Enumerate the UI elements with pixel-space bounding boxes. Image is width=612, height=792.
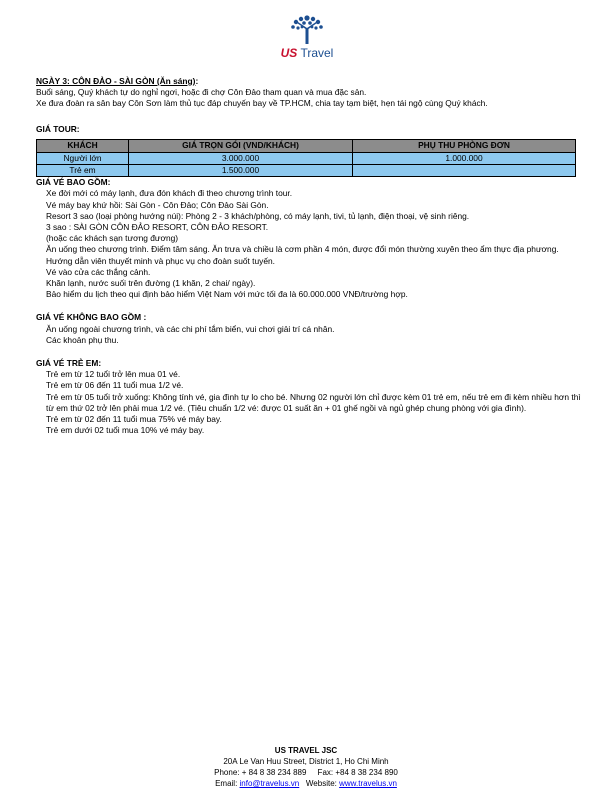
day3-line-1: Buổi sáng, Quý khách tự do nghỉ ngơi, hoặc đi chợ Côn Đảo tham quan và mua đặc sản. <box>36 87 367 98</box>
email-link[interactable]: info@travelus.vn <box>239 779 300 788</box>
child-item: Trẻ em từ 02 đến 11 tuổi mua 75% vé máy bay. <box>46 414 222 425</box>
included-item: Xe đời mới có máy lạnh, đưa đón khách đi theo chương trình tour. <box>46 188 293 199</box>
included-item: Vé vào cửa các thắng cảnh. <box>46 266 151 277</box>
child-item: Trẻ em từ 12 tuổi trở lên mua 01 vé. <box>46 369 181 380</box>
price-table <box>36 139 576 177</box>
footer-phone: Phone: + 84 8 38 234 889 Fax: +84 8 38 234 890 <box>214 768 398 777</box>
excluded-heading: GIÁ VÉ KHÔNG BAO GỒM : <box>36 312 147 323</box>
day3-title: NGÀY 3: CÔN ĐẢO - SÀI GÒN (Ăn sáng) <box>36 76 196 86</box>
price-table-header <box>37 139 576 152</box>
child-item: Trẻ em từ 05 tuổi trở xuống: Không tính vé, gia đình tự lo cho bé. Nhưng 02 người lớn chỉ được kèm 01 trẻ em, nếu trẻ em đi kèm nhiều hơn thì từ em thứ 02 trở lên phải mua 1/2 vé. (Tiêu chuẩn 1/2 vé: được 01 suất ăn + 01 ghế ngồi và ngủ ghép chung phòng với gia đình). <box>46 391 581 413</box>
brand-name <box>279 47 335 59</box>
table-row <box>37 165 576 177</box>
excluded-item: Các khoản phụ thu. <box>46 334 119 345</box>
price-heading: GIÁ TOUR: <box>36 123 80 134</box>
excluded-item: Ăn uống ngoài chương trình, và các chi phí tắm biển, vui chơi giải trí cá nhân. <box>46 323 335 334</box>
included-item: Vé máy bay khứ hồi: Sài Gòn - Côn Đảo; Côn Đảo Sài Gòn. <box>46 199 269 210</box>
table-cell <box>353 165 576 177</box>
price-header-package: GIÁ TRỌN GÓI (VND/KHÁCH) <box>129 139 353 152</box>
table-cell: Trẻ em <box>37 165 129 177</box>
footer-address: 20A Le Van Huu Street, District 1, Ho Chi Minh <box>223 757 389 766</box>
price-header-single-supplement: PHỤ THU PHÒNG ĐƠN <box>353 139 576 152</box>
footer-contact <box>0 778 612 789</box>
day3-line-2: Xe đưa đoàn ra sân bay Côn Sơn làm thủ tục đáp chuyến bay về TP.HCM, chia tay tạm biệt, hẹn tái ngộ cùng Quý khách. <box>36 98 488 109</box>
website-link[interactable]: www.travelus.vn <box>339 779 397 788</box>
included-item: Ăn uống theo chương trình. Điểm tâm sáng. Ăn trưa và chiều là cơm phần 4 món, được đổi món thường xuyên theo ẩm thực địa phương. <box>46 244 559 255</box>
included-item: Hướng dẫn viên thuyết minh và phục vụ cho đoàn suốt tuyến. <box>46 255 275 266</box>
footer-email-label: Email: <box>215 779 240 788</box>
included-item: Resort 3 sao (loại phòng hướng núi): Phòng 2 - 3 khách/phòng, có máy lạnh, tivi, tủ lạnh, điện thoại, vệ sinh riêng. <box>46 210 470 221</box>
table-row <box>37 152 576 164</box>
brand-travel: Travel <box>300 46 334 60</box>
table-cell: 1.500.000 <box>129 165 353 177</box>
day3-title-line <box>36 76 581 87</box>
document-body <box>36 76 581 436</box>
price-header-guest: KHÁCH <box>37 139 129 152</box>
child-item: Trẻ em dưới 02 tuổi mua 10% vé máy bay. <box>46 425 205 436</box>
included-item: Bảo hiểm du lịch theo qui định bảo hiểm Việt Nam với mức tối đa là 60.000.000 VNĐ/trường hợp. <box>46 289 408 300</box>
brand-us: US <box>280 46 298 60</box>
included-item: 3 sao : SÀI GÒN CÔN ĐẢO RESORT, CÔN ĐẢO RESORT. <box>46 222 269 233</box>
table-cell: 3.000.000 <box>129 152 353 164</box>
child-item: Trẻ em từ 06 đến 11 tuổi mua 1/2 vé. <box>46 380 184 391</box>
included-item: Khăn lạnh, nước suối trên đường (1 khăn, 2 chai/ ngày). <box>46 278 256 289</box>
logo <box>279 14 335 62</box>
included-heading: GIÁ VÉ BAO GỒM: <box>36 177 111 188</box>
day3-title-colon: : <box>195 76 199 86</box>
footer-company: US TRAVEL JSC <box>274 746 338 755</box>
footer-website-label: Website: <box>299 779 340 788</box>
footer <box>0 745 612 789</box>
table-cell: 1.000.000 <box>353 152 576 164</box>
tree-icon <box>290 14 324 46</box>
table-cell: Người lớn <box>37 152 129 164</box>
child-heading: GIÁ VÉ TRẺ EM: <box>36 358 102 369</box>
included-item: (hoặc các khách sạn tương đương) <box>46 233 179 244</box>
